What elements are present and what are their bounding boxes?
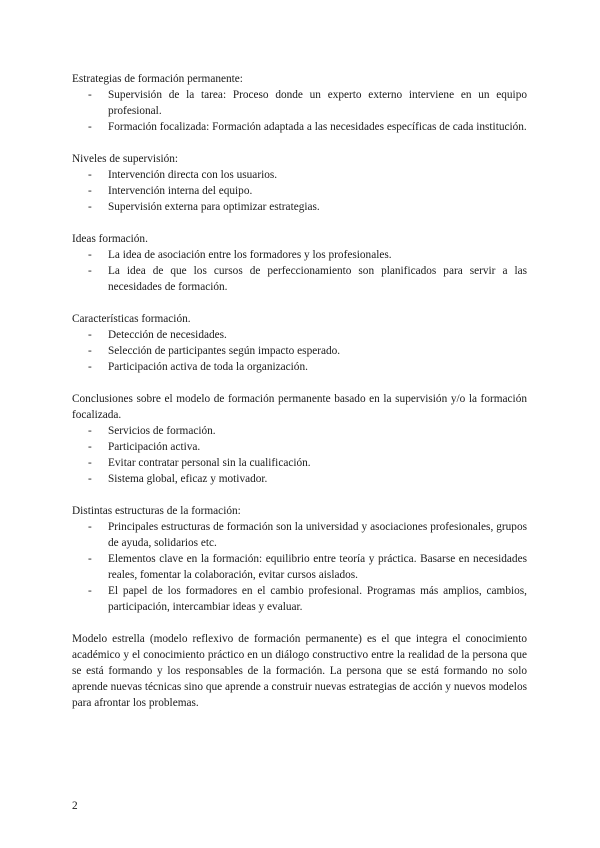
list-item: - Supervisión de la tarea: Proceso donde un experto externo interviene en un equipo profesional. <box>72 87 527 119</box>
bullet-list <box>72 87 527 135</box>
list-item: - Supervisión externa para optimizar estrategias. <box>72 199 527 215</box>
section-conclusiones <box>72 391 527 487</box>
list-item: - La idea de que los cursos de perfeccionamiento son planificados para servir a las necesidades de formación. <box>72 263 527 295</box>
list-item: - Intervención directa con los usuarios. <box>72 167 527 183</box>
list-item: - La idea de asociación entre los formadores y los profesionales. <box>72 247 527 263</box>
list-item: - El papel de los formadores en el cambio profesional. Programas más amplios, cambios, participación, intercambiar ideas y evaluar. <box>72 583 527 615</box>
list-item: - Evitar contratar personal sin la cualificación. <box>72 455 527 471</box>
bullet-list <box>72 247 527 295</box>
section-heading: Niveles de supervisión: <box>72 153 179 165</box>
page-number: 2 <box>72 800 78 812</box>
list-item: - Principales estructuras de formación son la universidad y asociaciones profesionales, grupos de ayuda, solidarios etc. <box>72 519 527 551</box>
list-item: - Sistema global, eficaz y motivador. <box>72 471 527 487</box>
document-page <box>72 71 527 711</box>
section-heading: Estrategias de formación permanente: <box>72 73 243 85</box>
list-item: - Formación focalizada: Formación adaptada a las necesidades específicas de cada institución. <box>72 119 527 135</box>
section-heading: Distintas estructuras de la formación: <box>72 505 241 517</box>
section-ideas <box>72 231 527 295</box>
section-heading: Conclusiones sobre el modelo de formación permanente basado en la supervisión y/o la formación focalizada. <box>72 393 527 421</box>
section-estrategias <box>72 71 527 135</box>
list-item: - Detección de necesidades. <box>72 327 527 343</box>
section-niveles <box>72 151 527 215</box>
bullet-list <box>72 519 527 615</box>
section-caracteristicas <box>72 311 527 375</box>
section-estructuras <box>72 503 527 615</box>
list-item: - Elementos clave en la formación: equilibrio entre teoría y práctica. Basarse en necesidades reales, fomentar la colaboración, evitar cursos aislados. <box>72 551 527 583</box>
list-item: - Participación activa. <box>72 439 527 455</box>
section-heading: Características formación. <box>72 313 191 325</box>
bullet-list <box>72 327 527 375</box>
list-item: - Servicios de formación. <box>72 423 527 439</box>
list-item: - Intervención interna del equipo. <box>72 183 527 199</box>
bullet-list <box>72 423 527 487</box>
bullet-list <box>72 167 527 215</box>
list-item: - Participación activa de toda la organización. <box>72 359 527 375</box>
section-heading: Ideas formación. <box>72 233 148 245</box>
closing-paragraph: Modelo estrella (modelo reflexivo de formación permanente) es el que integra el conocimiento académico y el conocimiento práctico en un diálogo constructivo entre la realidad de la persona que se está formando y los responsables de la formación. La persona que se está formando no solo aprende nuevas técnicas sino que aprende a construir nuevas estrategias de acción y nuevos modelos para afrontar los problemas. <box>72 633 527 709</box>
list-item: - Selección de participantes según impacto esperado. <box>72 343 527 359</box>
